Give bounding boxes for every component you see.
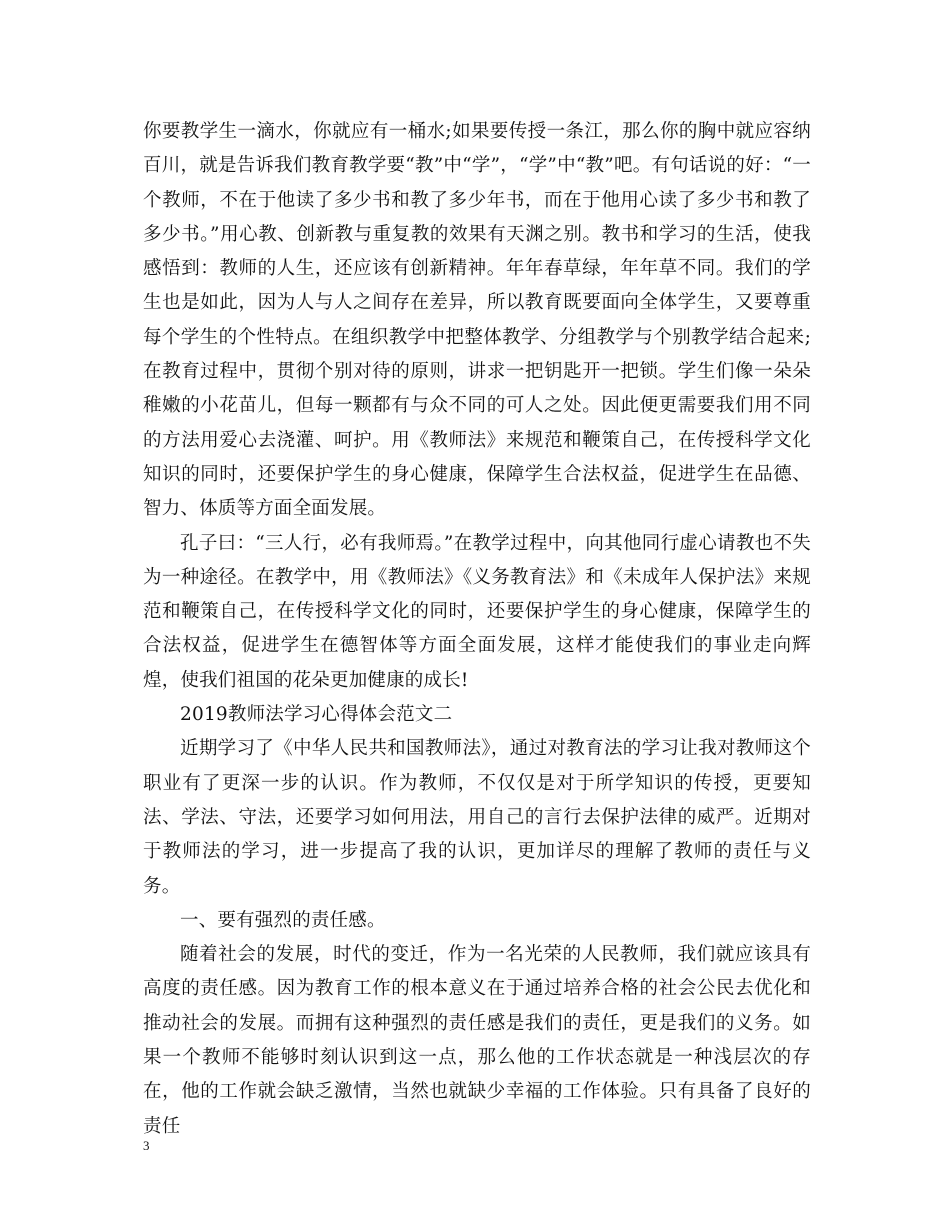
document-body [143,115,811,1144]
paragraph-6: 随着社会的发展，时代的变迁，作为一名光荣的人民教师，我们就应该具有高度的责任感。因为教育工作的根本意义在于通过培养合格的社会公民去优化和推动社会的发展。而拥有这种强烈的责任感是我们的责任，更是我们的义务。如果一个教师不能够时刻认识到这一点，那么他的工作状态就是一种浅层次的存在，他的工作就会缺乏激情，当然也就缺少幸福的工作体验。只有具备了良好的责任 [143,944,811,1137]
page-number: 3 [143,1138,150,1153]
subheading-responsibility: 一、要有强烈的责任感。 [180,909,386,931]
paragraph-2: 孔子曰：“三人行，必有我师焉。”在教学过程中，向其他同行虚心请教也不失为一种途径。在教学中，用《教师法》《义务教育法》和《未成年人保护法》来规范和鞭策自己，在传授科学文化的同时，还要保护学生的身心健康，保障学生的合法权益，促进学生在德智体等方面全面发展，这样才能使我们的事业走向辉煌，使我们祖国的花朵更加健康的成长! [143,532,811,691]
section-title: 2019教师法学习心得体会范文二 [180,704,453,726]
paragraph-1: 你要教学生一滴水，你就应有一桶水;如果要传授一条江，那么你的胸中就应容纳百川，就是告诉我们教育教学要“教”中“学”，“学”中“教”吧。有句话说的好：“一个教师，不在于他读了多少书和教了多少年书，而在于他用心读了多少书和教了多少书。”用心教、创新教与重复教的效果有天渊之别。教书和学习的生活，使我感悟到：教师的人生，还应该有创新精神。年年春草绿，年年草不同。我们的学生也是如此，因为人与人之间存在差异，所以教育既要面向全体学生，又要尊重每个学生的个性特点。在组织教学中把整体教学、分组教学与个别教学结合起来;在教育过程中，贯彻个别对待的原则，讲求一把钥匙开一把锁。学生们像一朵朵稚嫩的小花苗儿，但每一颗都有与众不同的可人之处。因此便更需要我们用不同的方法用爱心去浇灌、呵护。用《教师法》来规范和鞭策自己，在传授科学文化知识的同时，还要保护学生的身心健康，保障学生合法权益，促进学生在品德、智力、体质等方面全面发展。 [143,121,811,520]
paragraph-4: 近期学习了《中华人民共和国教师法》，通过对教育法的学习让我对教师这个职业有了更深一步的认识。作为教师，不仅仅是对于所学知识的传授，更要知法、学法、守法，还要学习如何用法，用自己的言行去保护法律的威严。近期对于教师法的学习，进一步提高了我的认识，更加详尽的理解了教师的责任与义务。 [143,738,811,897]
